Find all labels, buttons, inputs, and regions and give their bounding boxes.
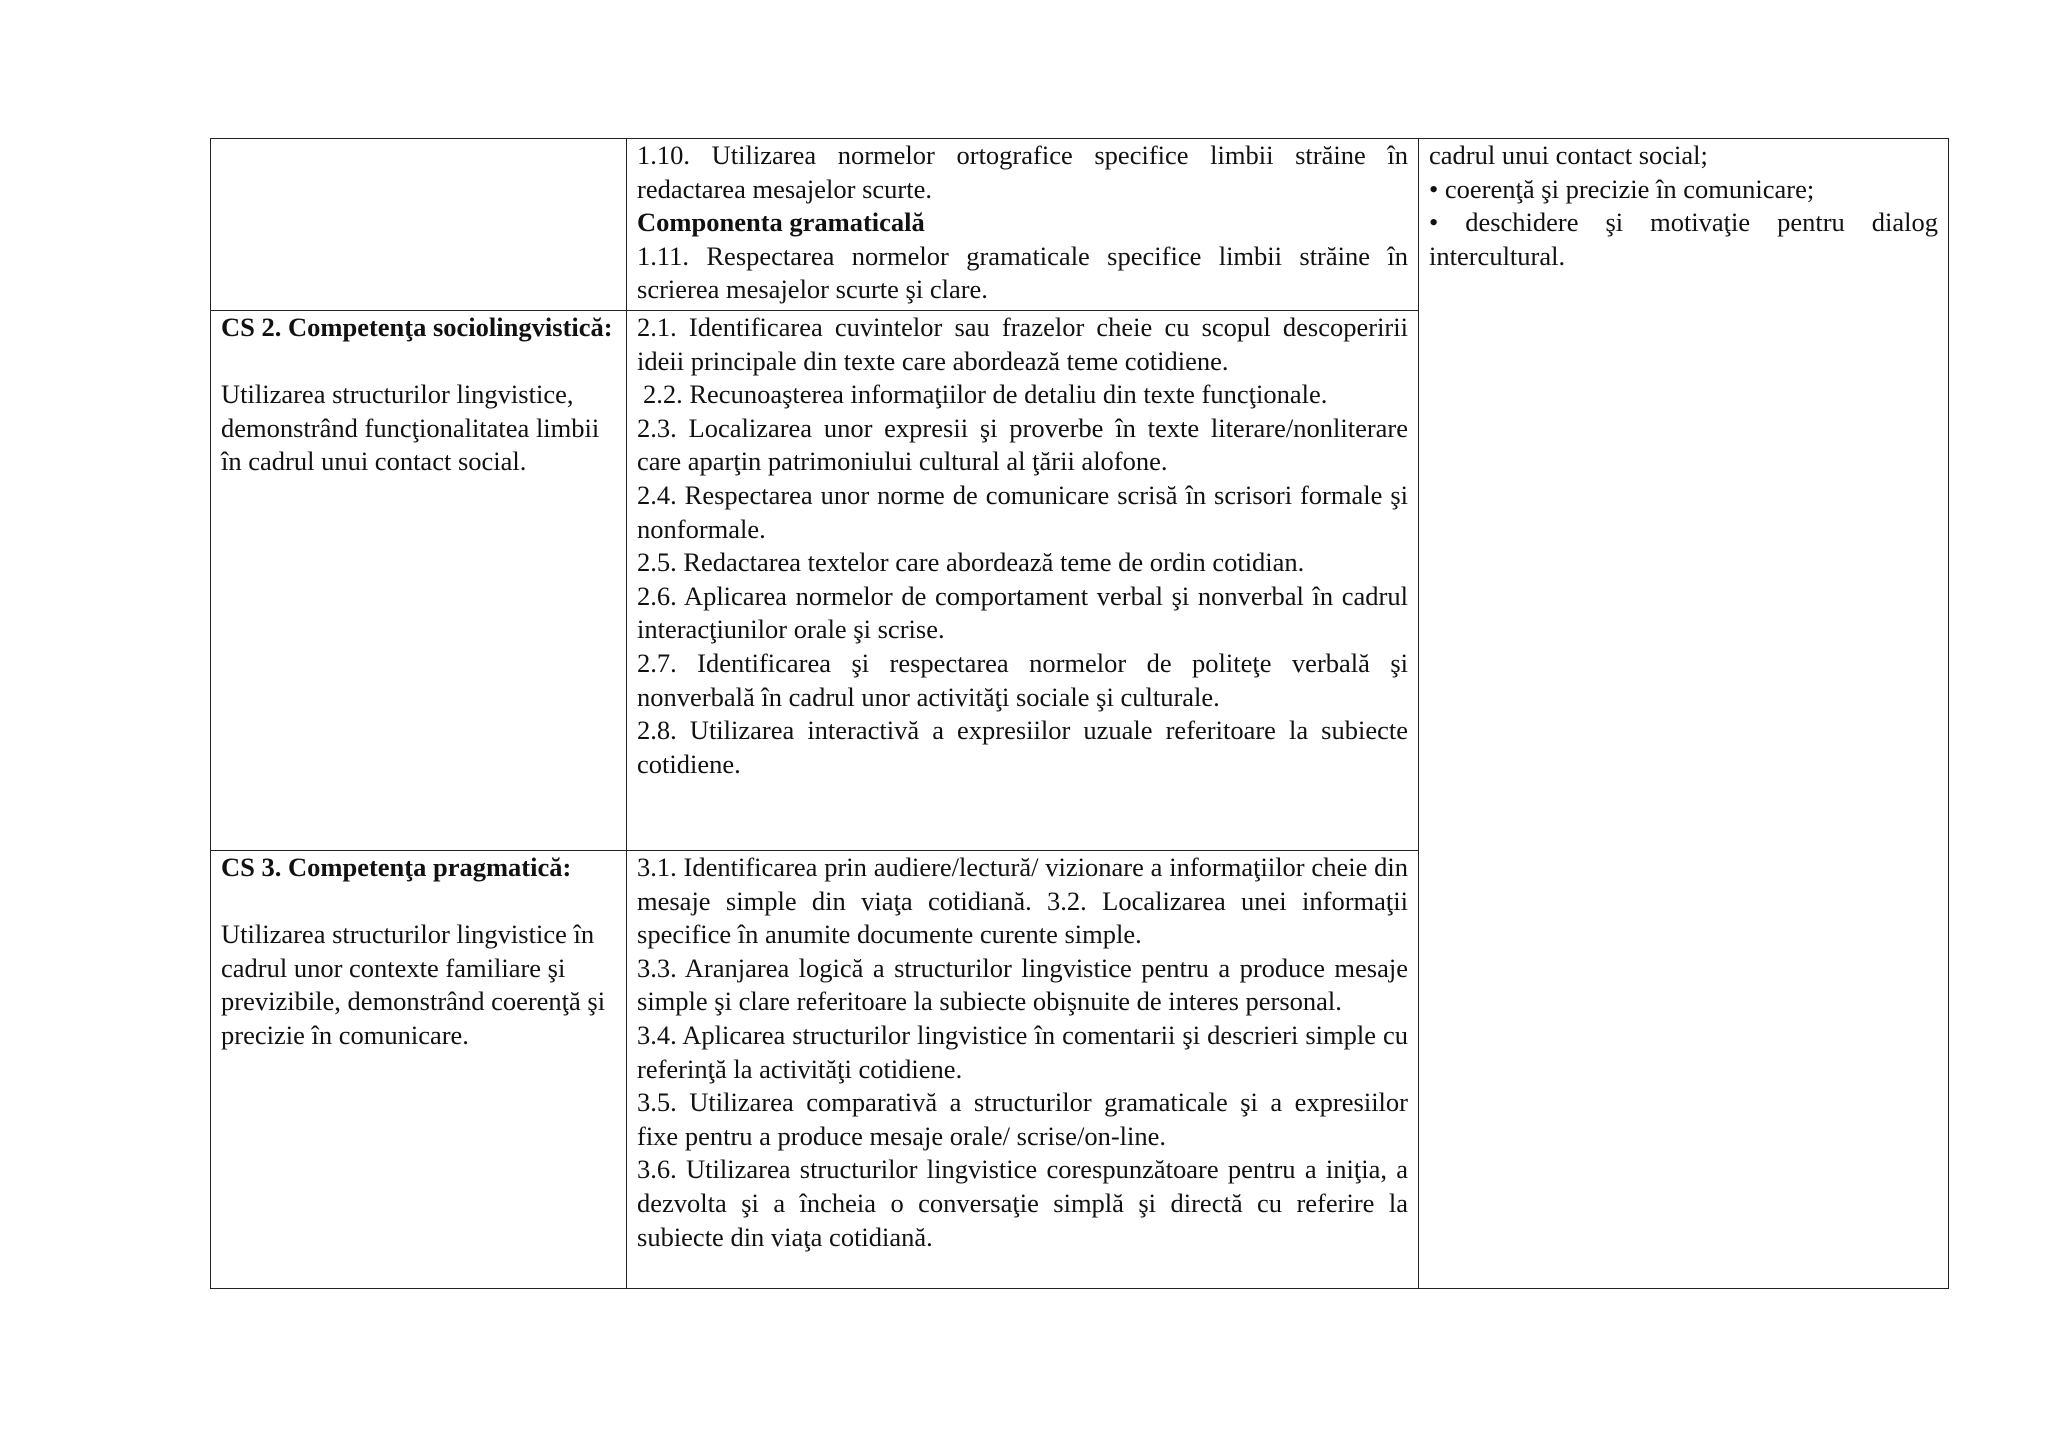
item-1-11: 1.11. Respectarea normelor gramaticale specifice limbii străine în scrierea mesajelor scurte şi clare. <box>637 240 1408 305</box>
list-item: 2.5. Redactarea textelor care abordează teme de ordin cotidian. <box>637 547 1305 578</box>
cs2-items-cell <box>627 311 1419 851</box>
list-item: 2.7. Identificarea şi respectarea normelor de politeţe verbală şi nonverbală în cadrul unor activităţi sociale şi culturale. <box>637 647 1408 712</box>
cs3-items-cell <box>627 851 1419 1289</box>
list-item: 3.1. Identificarea prin audiere/lectură/ vizionare a informaţiilor cheie din mesaje simple din viaţa cotidiană. 3.2. Localizarea unei informaţii specifice în anumite documente curente simple. <box>637 852 1408 950</box>
curriculum-table <box>210 138 1949 1289</box>
list-item: 2.6. Aplicarea normelor de comportament verbal şi nonverbal în cadrul interacţiunilor orale şi scrise. <box>637 580 1408 645</box>
list-item: 2.8. Utilizarea interactivă a expresiilor uzuale referitoare la subiecte cotidiene. <box>637 715 1408 779</box>
row1-col2-cell <box>627 139 1419 311</box>
cs3-heading: CS 3. Competenţa pragmatică: <box>221 852 572 882</box>
cs2-heading: CS 2. Competenţa sociolingvistică: <box>221 312 613 342</box>
list-item: 2.1. Identificarea cuvintelor sau frazelor cheie cu scopul descoperirii ideii principale din texte care abordează teme cotidiene. <box>637 312 1408 376</box>
row1-col1-cell <box>211 139 627 311</box>
cs2-cell <box>211 311 627 851</box>
list-item: 2.4. Respectarea unor norme de comunicare scrisă în scrisori formale şi nonformale. <box>637 479 1408 544</box>
list-item: 3.4. Aplicarea structurilor lingvistice în comentarii şi descrieri simple cu referinţă la activităţi cotidiene. <box>637 1019 1408 1084</box>
value-line: cadrul unui contact social; <box>1429 140 1708 170</box>
list-item: 2.3. Localizarea unor expresii şi proverbe în texte literare/nonliterare care aparţin patrimoniului cultural al ţării alofone. <box>637 412 1408 477</box>
list-item: 3.3. Aranjarea logică a structurilor lingvistice pentru a produce mesaje simple şi clare referitoare la subiecte obişnuite de interes personal. <box>637 952 1408 1017</box>
values-cell <box>1419 139 1949 1289</box>
value-line: • coerenţă şi precizie în comunicare; <box>1429 173 1815 204</box>
table-row <box>211 139 1949 311</box>
list-item: 2.2. Recunoaşterea informaţiilor de detaliu din texte funcţionale. <box>643 379 1328 410</box>
list-item: 3.5. Utilizarea comparativă a structurilor gramaticale şi a expresiilor fixe pentru a produce mesaje orale/ scrise/on-line. <box>637 1087 1408 1151</box>
section-heading-grammar: Componenta gramaticală <box>637 207 925 238</box>
cs3-cell <box>211 851 627 1289</box>
cs3-description: Utilizarea structurilor lingvistice în cadrul unor contexte familiare şi previzibile, demonstrând coerenţă şi precizie în comunicare. <box>221 919 606 1050</box>
list-item: 3.6. Utilizarea structurilor lingvistice corespunzătoare pentru a iniţia, a dezvolta şi a încheia o conversaţie simplă şi directă cu referire la subiecte din viaţa cotidiană. <box>637 1154 1408 1252</box>
cs2-description: Utilizarea structurilor lingvistice, demonstrând funcţionalitatea limbii în cadrul unui contact social. <box>221 379 600 477</box>
item-1-10: 1.10. Utilizarea normelor ortografice specifice limbii străine în redactarea mesajelor scurte. <box>637 140 1408 204</box>
value-line: • deschidere şi motivaţie pentru dialog intercultural. <box>1429 207 1938 271</box>
